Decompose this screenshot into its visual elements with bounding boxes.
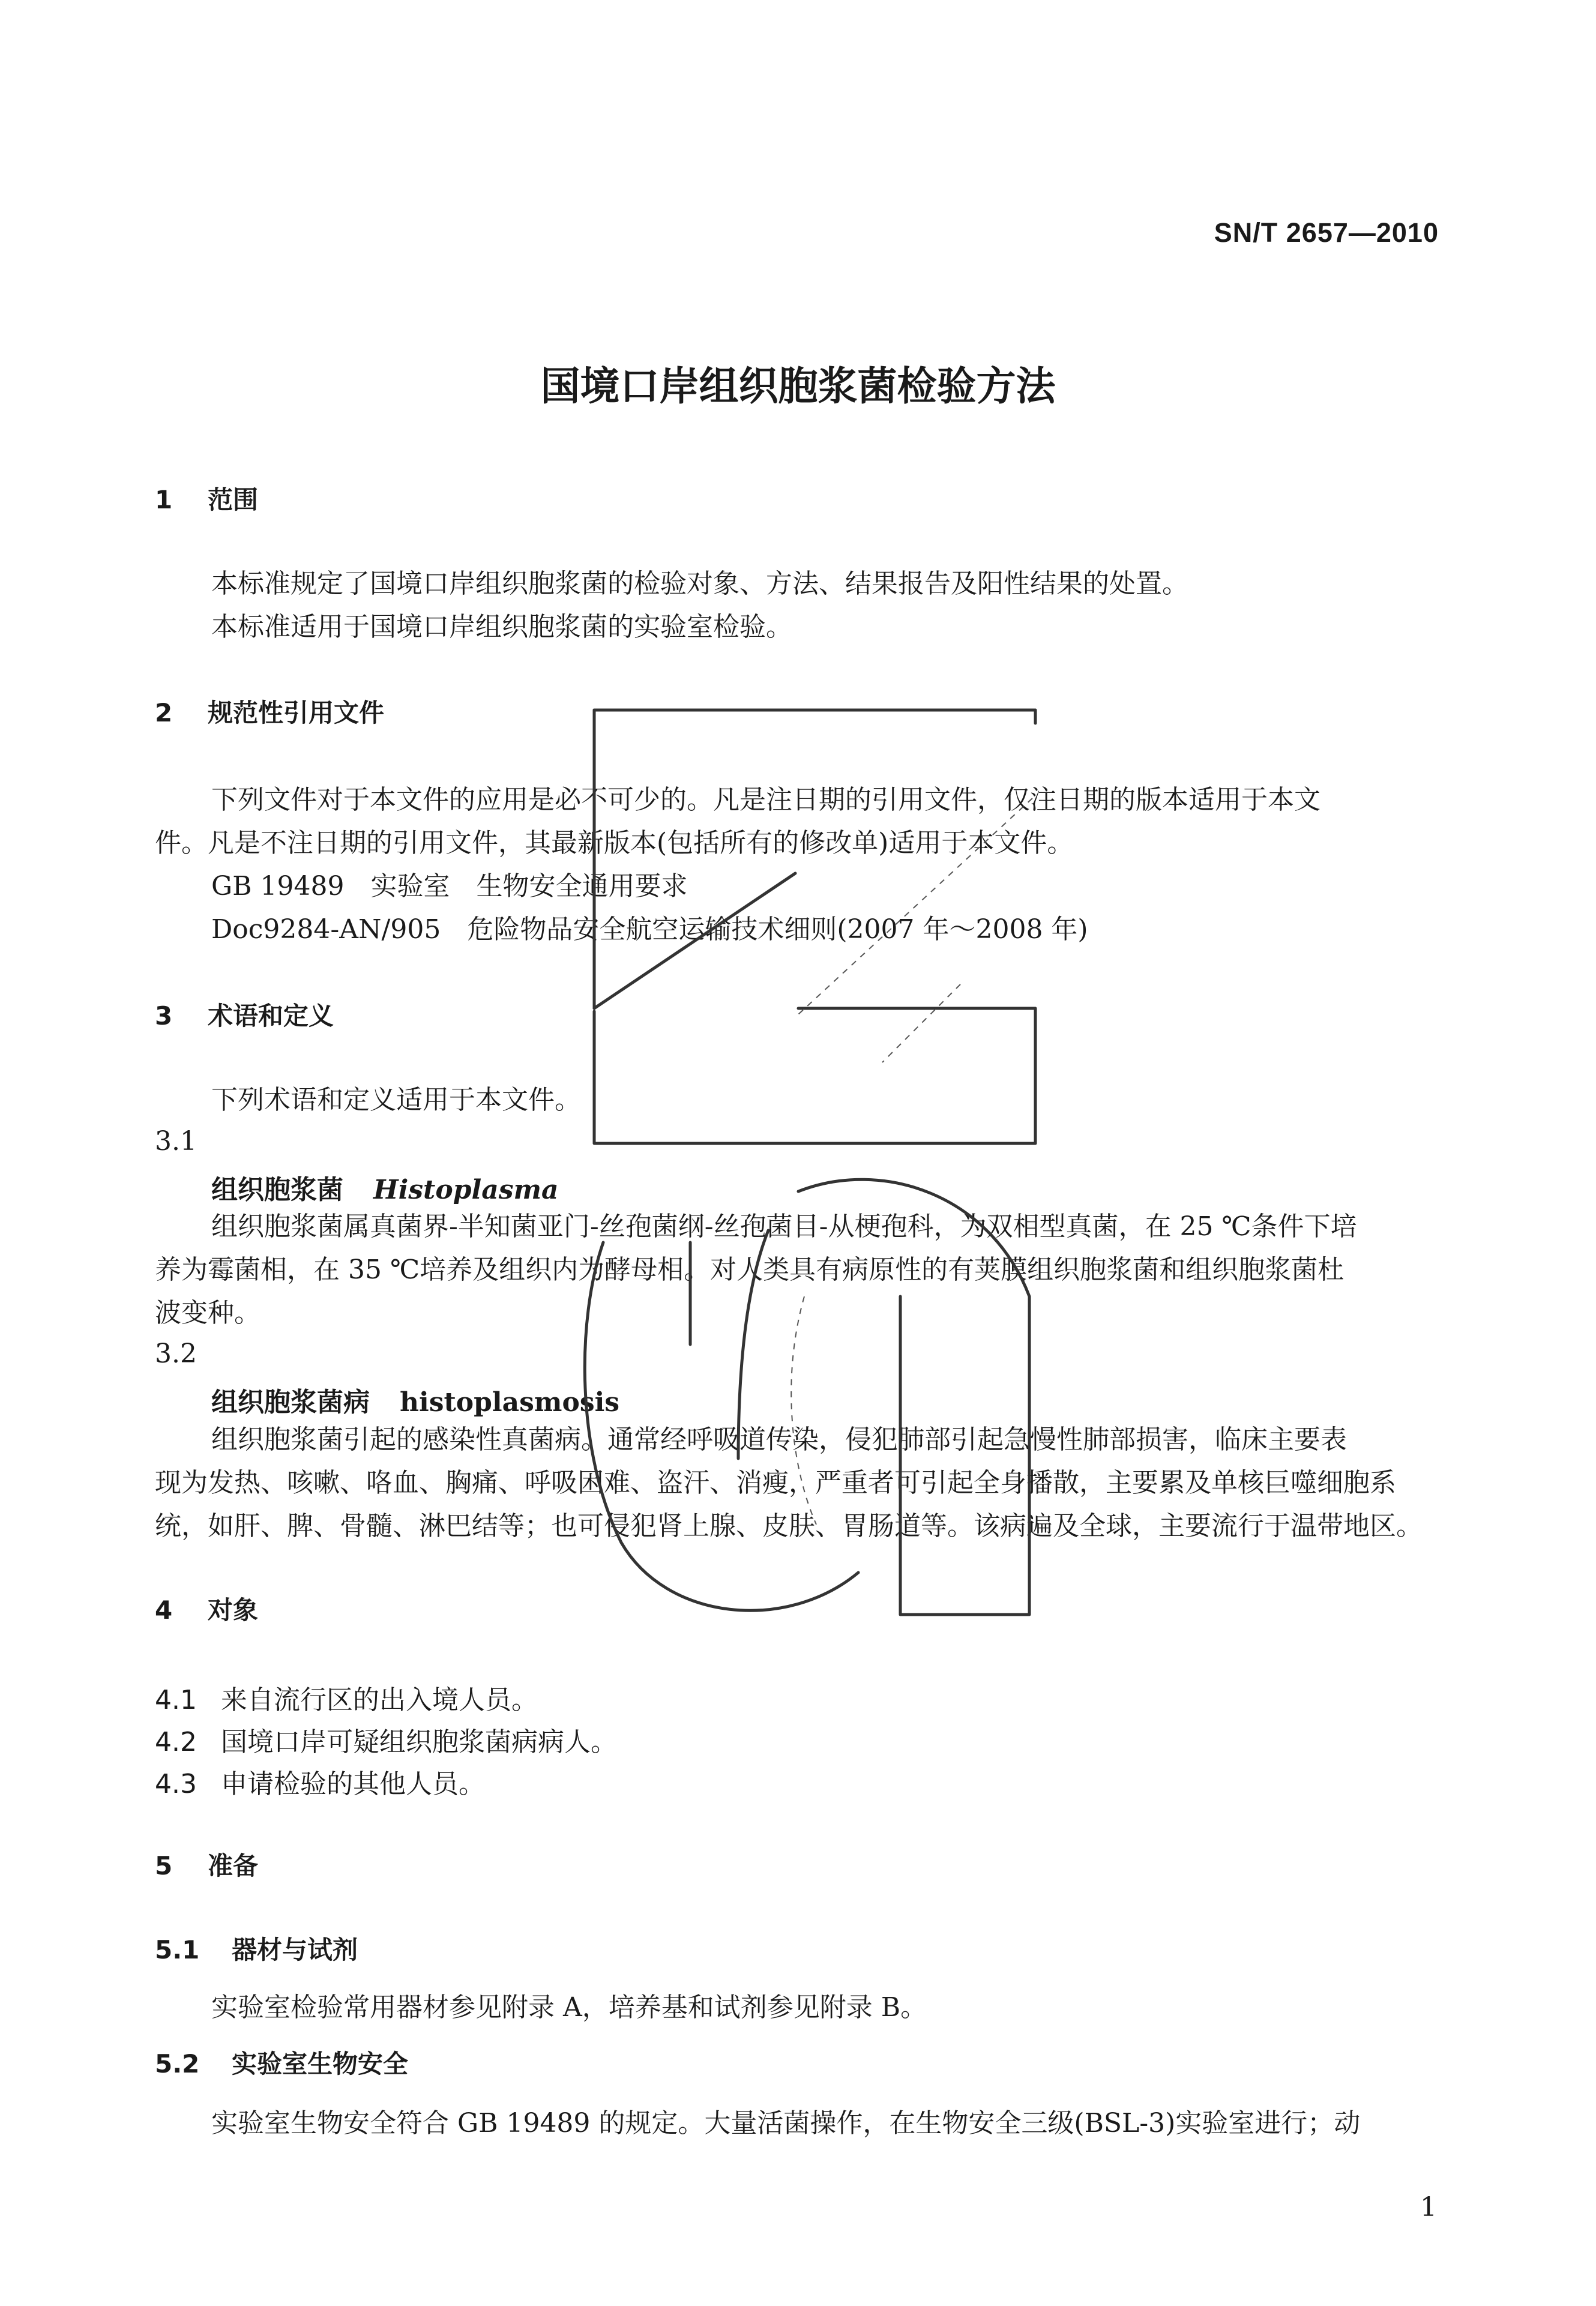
term-definition-line: 现为发热、咳嗽、咯血、胸痛、呼吸困难、盗汗、消瘦，严重者可引起全身播散，主要累及单核巨噬细胞系 <box>155 1468 1396 1498</box>
section-title: 术语和定义 <box>208 1001 334 1031</box>
biosafety-paragraph: 实验室生物安全符合 GB 19489 的规定。大量活菌操作，在生物安全三级(BSL-3)实验室进行；动 <box>211 2108 1361 2139</box>
subsection-heading-equipment <box>155 1930 358 1966</box>
section-number: 2 <box>155 698 173 727</box>
list-item-number: 4.3 <box>155 1769 197 1799</box>
terms-intro: 下列术语和定义适用于本文件。 <box>211 1085 581 1115</box>
subsection-number: 5.2 <box>155 2049 200 2079</box>
references-intro-line-1: 下列文件对于本文件的应用是必不可少的。凡是注日期的引用文件，仅注日期的版本适用于本文 <box>211 784 1320 815</box>
scope-paragraph-2: 本标准适用于国境口岸组织胞浆菌的实验室检验。 <box>211 612 792 642</box>
section-number: 5 <box>155 1851 173 1880</box>
term-definition-line: 养为霉菌相，在 35 ℃培养及组织内为酵母相。对人类具有病原性的有荚膜组织胞浆菌和组织胞浆菌杜 <box>155 1254 1345 1285</box>
page-number: 1 <box>1420 2192 1437 2223</box>
section-title: 规范性引用文件 <box>208 698 385 727</box>
section-title: 对象 <box>208 1595 259 1625</box>
term-definition-line: 组织胞浆菌引起的感染性真菌病。通常经呼吸道传染，侵犯肺部引起急慢性肺部损害，临床主要表 <box>211 1424 1347 1455</box>
list-item-text: 来自流行区的出入境人员。 <box>221 1685 538 1715</box>
section-number: 4 <box>155 1595 173 1625</box>
scope-paragraph-1: 本标准规定了国境口岸组织胞浆菌的检验对象、方法、结果报告及阳性结果的处置。 <box>211 568 1188 599</box>
list-item-number: 4.2 <box>155 1727 197 1757</box>
section-heading-terms <box>155 996 334 1032</box>
term-english: Histoplasma <box>373 1175 559 1205</box>
term-number: 3.1 <box>155 1126 197 1157</box>
section-heading-subjects <box>155 1591 258 1627</box>
subject-list-item <box>155 1720 617 1759</box>
term-definition-line: 波变种。 <box>155 1298 260 1328</box>
term-chinese: 组织胞浆菌 <box>211 1175 343 1205</box>
subsection-title: 实验室生物安全 <box>232 2049 409 2079</box>
reference-gb19489: GB 19489 实验室 生物安全通用要求 <box>211 871 688 902</box>
reference-doc9284: Doc9284-AN/905 危险物品安全航空运输技术细则(2007 年～2008 年) <box>211 914 1088 945</box>
document-title: 国境口岸组织胞浆菌检验方法 <box>540 363 1056 409</box>
subsection-number: 5.1 <box>155 1935 200 1964</box>
subject-list-item <box>155 1762 485 1801</box>
term-definition-line: 组织胞浆菌属真菌界-半知菌亚门-丝孢菌纲-丝孢菌目-从梗孢科，为双相型真菌，在 25 ℃条件下培 <box>211 1211 1357 1242</box>
subsection-title: 器材与试剂 <box>232 1935 358 1964</box>
subject-list-item <box>155 1678 538 1717</box>
section-number: 3 <box>155 1001 173 1031</box>
list-item-text: 申请检验的其他人员。 <box>221 1769 485 1799</box>
term-heading-histoplasmosis <box>211 1380 619 1419</box>
section-heading-preparation <box>155 1846 258 1882</box>
section-heading-scope <box>155 480 258 516</box>
term-definition-line: 统，如肝、脾、骨髓、淋巴结等；也可侵犯肾上腺、皮肤、胃肠道等。该病遍及全球，主要流行于温带地区。 <box>155 1511 1423 1541</box>
section-title: 准备 <box>208 1851 259 1880</box>
equipment-paragraph: 实验室检验常用器材参见附录 A，培养基和试剂参见附录 B。 <box>211 1992 927 2023</box>
term-chinese: 组织胞浆菌病 <box>211 1387 370 1418</box>
list-item-text: 国境口岸可疑组织胞浆菌病病人。 <box>221 1727 617 1757</box>
list-item-number: 4.1 <box>155 1685 197 1715</box>
section-heading-normative-references <box>155 693 384 729</box>
subsection-heading-biosafety <box>155 2044 408 2080</box>
section-number: 1 <box>155 485 173 514</box>
section-title: 范围 <box>208 485 259 514</box>
references-intro-line-2: 件。凡是不注日期的引用文件，其最新版本(包括所有的修改单)适用于本文件。 <box>155 828 1074 858</box>
term-heading-histoplasma <box>211 1168 559 1206</box>
term-number: 3.2 <box>155 1338 197 1369</box>
term-english: histoplasmosis <box>400 1387 620 1418</box>
standard-code: SN/T 2657—2010 <box>1214 217 1439 248</box>
